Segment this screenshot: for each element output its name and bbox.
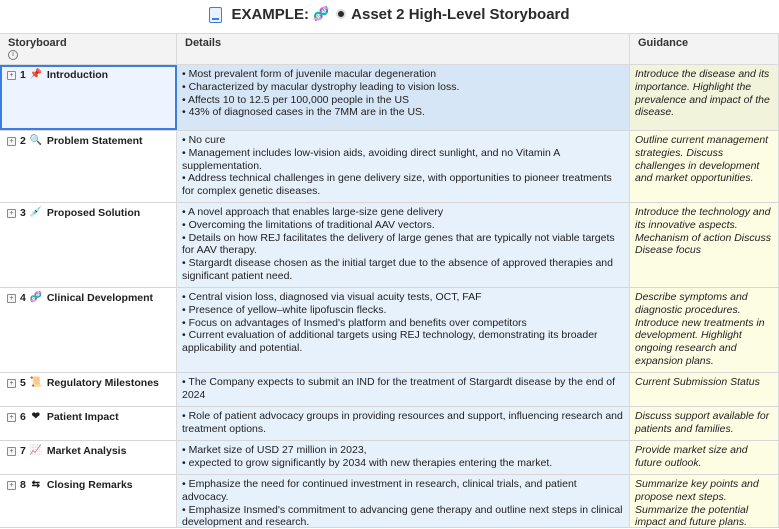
detail-bullet: • Characterized by macular dystrophy leading to vision loss. [182,80,460,93]
column-label: Details [185,37,222,49]
dna-icon: 🧬 [312,6,330,21]
detail-bullet: • Emphasize the need for continued investment in research, clinical trials, and patient advocacy. [182,478,577,503]
detail-bullet: • Current evaluation of additional targets using REJ technology, demonstrating its broader applicability and potential. [182,329,598,355]
row-number: 1 [20,69,26,81]
title-text: Asset 2 High-Level Storyboard [351,5,570,23]
details-cell[interactable] [177,203,630,287]
detail-bullet: • The Company expects to submit an IND for the treatment of Stargardt disease by the end of 2024 [182,376,616,401]
details-cell[interactable] [177,131,630,202]
detail-bullet: • Presence of yellow–white lipofuscin flecks. [182,303,387,316]
title-prefix: EXAMPLE: [231,5,309,23]
column-header-guidance[interactable] [630,34,779,64]
table-body [0,65,779,528]
row-number: 8 [20,479,26,491]
details-cell[interactable] [177,407,630,440]
section-name: Market Analysis [46,445,127,457]
row-number: 6 [20,411,26,423]
table-row[interactable] [0,373,779,407]
column-header-details[interactable] [177,34,630,64]
details-cell[interactable] [177,441,630,474]
page-title [0,0,779,28]
info-icon[interactable]: i [8,50,18,60]
table-row[interactable] [0,407,779,441]
details-cell[interactable] [177,373,630,406]
expand-toggle-icon[interactable]: + [7,294,16,303]
detail-bullet: • 43% of diagnosed cases in the 7MM are in the US. [182,106,425,119]
detail-bullet: • Market size of USD 27 million in 2023, [182,444,367,456]
chart-icon: 📈 [29,445,43,456]
section-name: Problem Statement [46,135,143,147]
row-number: 4 [20,292,26,304]
section-name: Clinical Development [46,292,154,304]
detail-bullet: • Management includes low-vision aids, avoiding direct sunlight, and no Vitamin A supplementation. [182,146,560,172]
section-name: Proposed Solution [46,207,141,219]
guidance-cell[interactable]: Summarize key points and propose next steps. Summarize the potential impact and future plans. [630,475,779,527]
table-row[interactable] [0,441,779,475]
column-label: Guidance [638,37,689,49]
details-cell[interactable] [177,288,630,372]
section-name: Closing Remarks [46,479,133,491]
detail-bullet: • Affects 10 to 12.5 per 100,000 people in the US [182,93,410,106]
detail-bullet: • Address technical challenges in gene delivery size, with opportunities to pioneer treatments for complex genetic diseases. [182,172,612,198]
expand-toggle-icon[interactable]: + [7,137,16,146]
guidance-cell[interactable]: Introduce the technology and its innovative aspects. Mechanism of action Discuss Disease focus [630,203,779,287]
details-cell[interactable] [177,475,630,527]
storyboard-cell[interactable] [0,131,177,202]
scroll-icon: 📜 [29,377,43,388]
detail-bullet: • Role of patient advocacy groups in providing resources and support, influencing research and treatment options. [182,410,623,435]
expand-toggle-icon[interactable]: + [7,481,16,490]
storyboard-cell[interactable] [0,65,177,130]
storyboard-cell[interactable] [0,475,177,527]
row-number: 3 [20,207,26,219]
heart-icon: ❤ [31,411,41,422]
row-number: 5 [20,377,26,389]
detail-bullet: • Stargardt disease chosen as the initial target due to the absence of approved therapies and significant patient need. [182,257,613,282]
storyboard-table [0,33,779,528]
detail-bullet: • A novel approach that enables large-size gene delivery [182,206,444,218]
expand-toggle-icon[interactable]: + [7,413,16,422]
section-name: Introduction [46,69,109,81]
guidance-cell[interactable]: Introduce the disease and its importance. Highlight the prevalence and impact of the disease. [630,65,779,130]
storyboard-cell[interactable] [0,441,177,474]
section-name: Regulatory Milestones [46,377,159,389]
detail-bullet: • Central vision loss, diagnosed via visual acuity tests, OCT, FAF [182,291,482,303]
dna-icon: 🧬 [29,292,43,303]
guidance-cell[interactable]: Outline current management strategies. Discuss challenges in development and market opportunities. [630,131,779,202]
storyboard-cell[interactable] [0,288,177,372]
syringe-icon: 💉 [29,207,43,218]
magnifier-icon: 🔍 [29,135,43,146]
detail-bullet: • Details on how REJ facilitates the delivery of large genes that are typically not viable targets for AAV therapy. [182,231,615,257]
guidance-cell[interactable]: Describe symptoms and diagnostic procedures. Introduce new treatments in development. Highlight ongoing research and expansion plans. [630,288,779,372]
expand-toggle-icon[interactable]: + [7,379,16,388]
table-row[interactable] [0,288,779,373]
section-name: Patient Impact [46,411,119,423]
table-row[interactable] [0,131,779,203]
detail-bullet: • expected to grow significantly by 2034 with new therapies entering the market. [182,456,553,469]
eye-icon [336,9,346,19]
column-header-storyboard[interactable] [0,34,177,64]
detail-bullet: • Most prevalent form of juvenile macular degeneration [182,68,437,80]
table-row[interactable] [0,475,779,528]
storyboard-cell[interactable] [0,407,177,440]
column-label: Storyboard [8,37,67,49]
expand-toggle-icon[interactable]: + [7,71,16,80]
row-number: 7 [20,445,26,457]
storyboard-cell[interactable] [0,203,177,287]
guidance-cell[interactable]: Discuss support available for patients and families. [630,407,779,440]
table-row[interactable] [0,203,779,288]
expand-toggle-icon[interactable]: + [7,209,16,218]
arrows-icon: ⇆ [31,479,41,490]
detail-bullet: • Emphasize Insmed's commitment to advancing gene therapy and outline next steps in clinical development and research. [182,503,623,529]
details-cell[interactable] [177,65,630,130]
expand-toggle-icon[interactable]: + [7,447,16,456]
pin-icon: 📌 [29,69,43,80]
guidance-cell[interactable]: Provide market size and future outlook. [630,441,779,474]
detail-bullet: • No cure [182,134,226,146]
row-number: 2 [20,135,26,147]
storyboard-cell[interactable] [0,373,177,406]
document-icon [209,7,222,23]
table-row[interactable] [0,65,779,131]
guidance-cell[interactable]: Current Submission Status [630,373,779,406]
detail-bullet: • Focus on advantages of Insmed's platform and benefits over competitors [182,316,527,329]
table-header [0,33,779,65]
detail-bullet: • Overcoming the limitations of traditional AAV vectors. [182,218,435,231]
